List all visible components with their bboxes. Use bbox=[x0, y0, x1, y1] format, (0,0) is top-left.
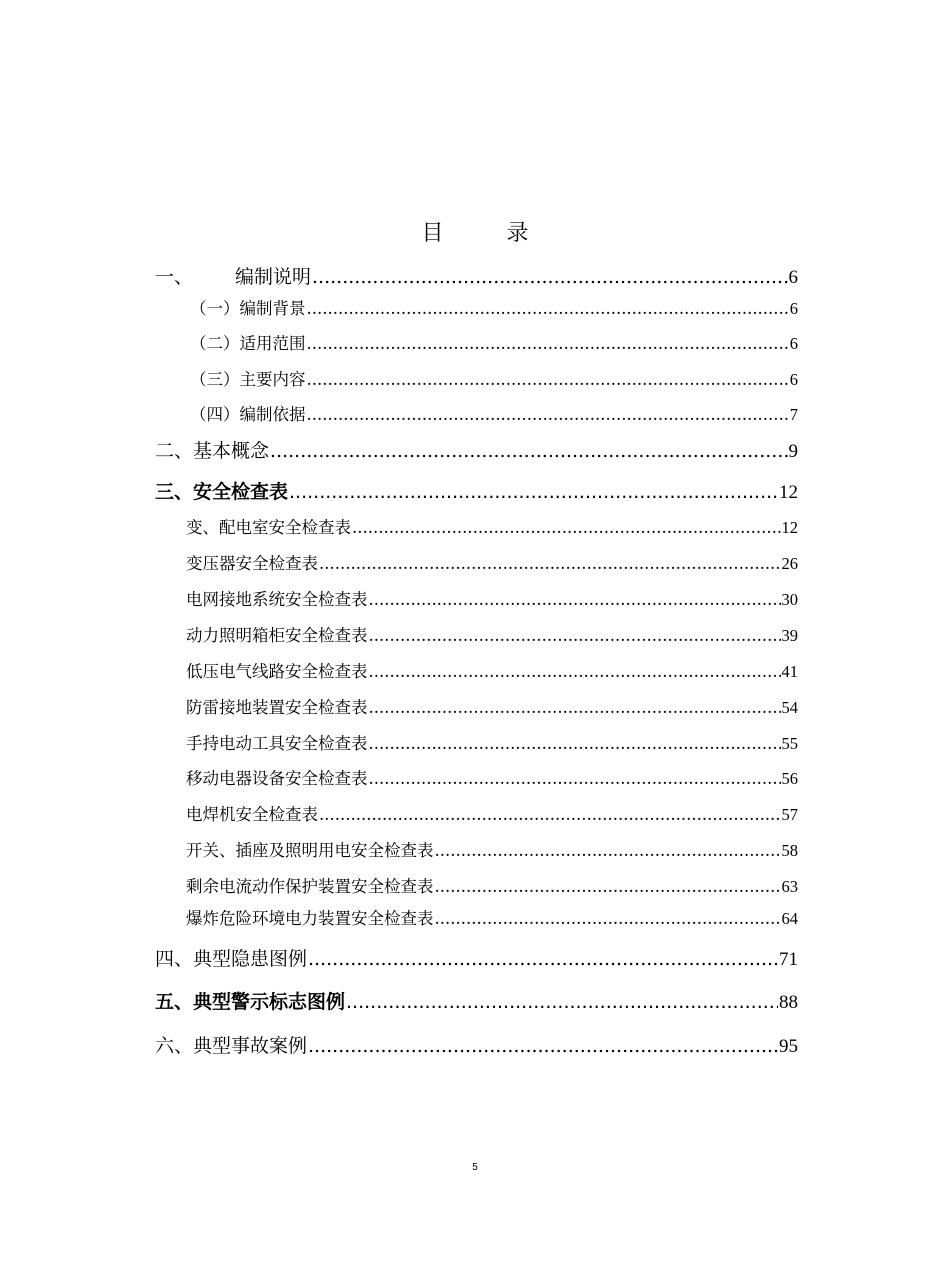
toc-entry-label: 电网接地系统安全检查表 bbox=[186, 590, 368, 609]
toc-entry-label: （四）编制依据 bbox=[190, 405, 306, 424]
toc-entry-label: 低压电气线路安全检查表 bbox=[186, 662, 368, 681]
toc-entry[interactable] bbox=[190, 401, 798, 425]
toc-entry[interactable] bbox=[186, 905, 798, 929]
toc-entry-page: 63 bbox=[781, 877, 798, 896]
toc-entry-label: 二、基本概念 bbox=[155, 440, 270, 462]
toc-entry[interactable] bbox=[186, 694, 798, 718]
page-number: 5 bbox=[472, 1162, 478, 1173]
toc-entry[interactable] bbox=[186, 550, 798, 574]
toc-entry-label: （二）适用范围 bbox=[190, 334, 306, 353]
toc-entry-page: 12 bbox=[779, 482, 798, 503]
toc-entry[interactable] bbox=[155, 436, 798, 463]
toc-entry[interactable] bbox=[155, 477, 798, 504]
toc-leader-dots bbox=[319, 805, 781, 824]
toc-entry-page: 7 bbox=[789, 405, 798, 424]
toc-entry-label: 一、 编制说明 bbox=[155, 266, 312, 288]
toc-entry-page: 6 bbox=[789, 299, 798, 318]
toc-entry[interactable] bbox=[186, 765, 798, 789]
toc-entry[interactable] bbox=[186, 514, 798, 538]
toc-leader-dots bbox=[369, 769, 781, 788]
toc-entry-label: 变压器安全检查表 bbox=[186, 554, 318, 573]
toc-entry[interactable] bbox=[186, 873, 798, 897]
toc-leader-dots bbox=[307, 299, 789, 318]
toc-entry-label: 变、配电室安全检查表 bbox=[186, 518, 351, 537]
toc-entry-page: 64 bbox=[781, 909, 798, 928]
toc-entry-page: 6 bbox=[789, 334, 798, 353]
toc-entry-label: 移动电器设备安全检查表 bbox=[186, 769, 368, 788]
toc-entry[interactable] bbox=[186, 658, 798, 682]
toc-entry[interactable] bbox=[186, 622, 798, 646]
toc-entry-label: （一）编制背景 bbox=[190, 299, 306, 318]
toc-leader-dots bbox=[352, 518, 781, 537]
toc-entry-page: 57 bbox=[781, 805, 798, 824]
toc-entry[interactable] bbox=[190, 330, 798, 354]
toc-title: 目 录 bbox=[421, 221, 557, 246]
toc-entry-page: 71 bbox=[779, 949, 798, 970]
toc-entry[interactable] bbox=[186, 586, 798, 610]
toc-entry-page: 54 bbox=[781, 698, 798, 717]
toc-leader-dots bbox=[369, 734, 781, 753]
toc-entry-page: 30 bbox=[781, 590, 798, 609]
toc-leader-dots bbox=[270, 440, 787, 462]
toc-leader-dots bbox=[435, 909, 781, 928]
toc-leader-dots bbox=[307, 334, 789, 353]
toc-entry-label: 三、安全检查表 bbox=[155, 481, 289, 503]
toc-leader-dots bbox=[312, 266, 787, 288]
toc-entry-page: 55 bbox=[781, 734, 798, 753]
toc-leader-dots bbox=[369, 698, 781, 717]
toc-leader-dots bbox=[307, 405, 789, 424]
toc-entry[interactable] bbox=[186, 801, 798, 825]
toc-entry-label: 六、典型事故案例 bbox=[155, 1035, 308, 1057]
toc-entry-label: 爆炸危险环境电力装置安全检查表 bbox=[186, 909, 434, 928]
toc-entry-label: （三）主要内容 bbox=[190, 370, 306, 389]
toc-leader-dots bbox=[369, 626, 781, 645]
toc-entry[interactable] bbox=[186, 730, 798, 754]
toc-entry[interactable] bbox=[155, 262, 798, 289]
toc-entry-page: 95 bbox=[779, 1036, 798, 1057]
toc-entry-page: 88 bbox=[779, 992, 798, 1013]
toc-entry-label: 五、典型警示标志图例 bbox=[155, 991, 346, 1013]
toc-entry[interactable] bbox=[155, 1031, 798, 1058]
toc-leader-dots bbox=[289, 481, 778, 503]
toc-entry-page: 6 bbox=[789, 370, 798, 389]
toc-entry-label: 动力照明箱柜安全检查表 bbox=[186, 626, 368, 645]
toc-leader-dots bbox=[308, 948, 778, 970]
toc-entry-label: 开关、插座及照明用电安全检查表 bbox=[186, 841, 434, 860]
toc-entry-label: 防雷接地装置安全检查表 bbox=[186, 698, 368, 717]
toc-leader-dots bbox=[319, 554, 781, 573]
toc-leader-dots bbox=[435, 841, 781, 860]
toc-entry[interactable] bbox=[155, 944, 798, 971]
toc-entry[interactable] bbox=[186, 837, 798, 861]
toc-entry-label: 手持电动工具安全检查表 bbox=[186, 734, 368, 753]
toc-entry[interactable] bbox=[190, 295, 798, 319]
toc-entry-page: 9 bbox=[788, 441, 798, 462]
toc-entry[interactable] bbox=[190, 366, 798, 390]
toc-leader-dots bbox=[435, 877, 781, 896]
toc-entry-page: 41 bbox=[781, 662, 798, 681]
toc-entry-page: 56 bbox=[781, 769, 798, 788]
toc-leader-dots bbox=[308, 1035, 778, 1057]
toc-leader-dots bbox=[369, 662, 781, 681]
toc-leader-dots bbox=[369, 590, 781, 609]
toc-entry-page: 58 bbox=[781, 841, 798, 860]
toc-entry-page: 39 bbox=[781, 626, 798, 645]
toc-entry-label: 四、典型隐患图例 bbox=[155, 948, 308, 970]
toc-entry-label: 电焊机安全检查表 bbox=[186, 805, 318, 824]
toc-entry-page: 26 bbox=[781, 554, 798, 573]
toc-entry-page: 6 bbox=[788, 267, 798, 288]
toc-entry-page: 12 bbox=[781, 518, 798, 537]
toc-entry-label: 剩余电流动作保护装置安全检查表 bbox=[186, 877, 434, 896]
toc-entry[interactable] bbox=[155, 987, 798, 1014]
toc-leader-dots bbox=[346, 991, 778, 1013]
toc-leader-dots bbox=[307, 370, 789, 389]
